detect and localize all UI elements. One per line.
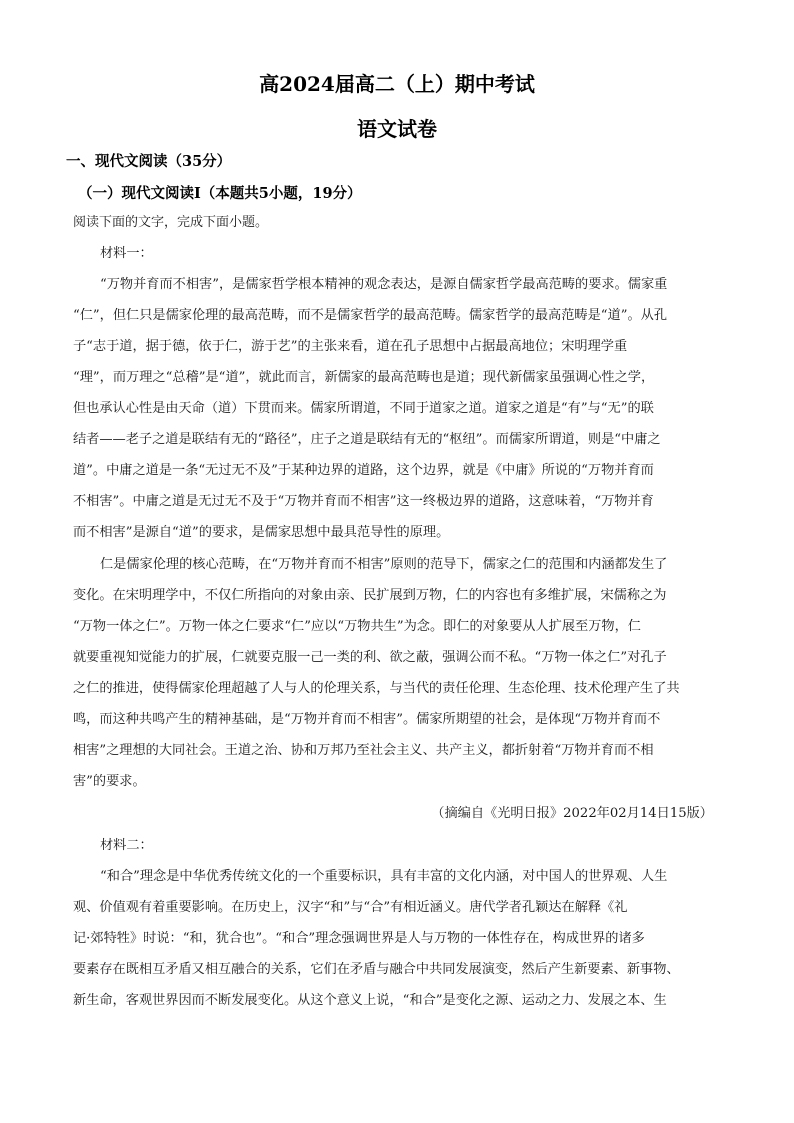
paragraph-line: “仁”，但仁只是儒家伦理的最高范畴，而不是儒家哲学的最高范畴。儒家哲学的最高范畴是“道”。从孔 [73, 308, 668, 323]
section-heading-part1: 一、现代文阅读（35分） [66, 153, 232, 170]
paragraph-line: 不相害”。中庸之道是无过无不及于“万物并育而不相害”这一终极边界的道路，这意味着，“万物并育 [73, 494, 654, 509]
paragraph-line: 观、价值观有着重要影响。在历史上，汉字“和”与“合”有相近涵义。唐代学者孔颖达在解释《礼 [73, 900, 628, 915]
paragraph-line: 鸣，而这种共鸣产生的精神基础，是“万物并育而不相害”。儒家所期望的社会，是体现“万物并育而不 [73, 712, 661, 727]
paragraph-line: 子“志于道，据于德，依于仁，游于艺”的主张来看，道在孔子思想中占据最高地位；宋明理学重 [73, 339, 628, 354]
paragraph-line: 新生命，客观世界因而不断发展变化。从这个意义上说，“和合”是变化之源、运动之力、发展之本、生 [73, 993, 667, 1008]
source-citation: （摘编自《光明日报》2022年02月14日15版） [431, 806, 713, 821]
instruction-text: 阅读下面的文字，完成下面小题。 [73, 215, 269, 230]
paragraph-line: 害”的要求。 [73, 774, 146, 789]
paragraph-line: “和合”理念是中华优秀传统文化的一个重要标识，具有丰富的文化内涵，对中国人的世界观、人生 [100, 869, 668, 884]
material1-label: 材料一： [100, 246, 153, 261]
paragraph-line: 变化。在宋明理学中，不仅仁所指向的对象由亲、民扩展到万物，仁的内容也有多维扩展，宋儒称之为 [73, 588, 667, 603]
paragraph-line: “万物一体之仁”。万物一体之仁要求“仁”应以“万物共生”为念。即仁的对象要从人扩展至万物，仁 [73, 619, 641, 634]
section-heading-part1-1: （一）现代文阅读Ⅰ（本题共5小题，19分） [78, 185, 362, 202]
paragraph-line: 但也承认心性是由天命（道）下贯而来。儒家所谓道，不同于道家之道。道家之道是“有”与“无”的联 [73, 401, 654, 416]
paragraph-line: “万物并育而不相害”，是儒家哲学根本精神的观念表达，是源自儒家哲学最高范畴的要求。儒家重 [100, 277, 668, 292]
paragraph-line: 要素存在既相互矛盾又相互融合的关系，它们在矛盾与融合中共同发展演变，然后产生新要素、新事物、 [73, 962, 680, 977]
paragraph-line: 相害”之理想的大同社会。王道之治、协和万邦乃至社会主义、共产主义，都折射着“万物并育而不相 [73, 743, 654, 758]
paragraph-line: “理”，而万理之“总稽”是“道”，就此而言，新儒家的最高范畴也是道；现代新儒家虽强调心性之学， [73, 370, 655, 385]
paragraph-line: 就要重视知觉能力的扩展，仁就要克服一己一类的利、欲之蔽，强调公而不私。“万物一体之仁”对孔子 [73, 650, 667, 665]
paragraph-line: 而不相害”是源自“道”的要求，是儒家思想中最具范导性的原理。 [73, 525, 450, 540]
exam-title: 高2024届高二（上）期中考试 [259, 72, 535, 96]
paragraph-line: 仁是儒家伦理的核心范畴，在“万物并育而不相害”原则的范导下，儒家之仁的范围和内涵都发生了 [100, 557, 668, 572]
paragraph-line: 结者——老子之道是联结有无的“路径”，庄子之道是联结有无的“枢纽”。而儒家所谓道，则是“中庸之 [73, 432, 661, 447]
material2-label: 材料二： [100, 838, 153, 853]
paragraph-line: 之仁的推进，使得儒家伦理超越了人与人的伦理关系，与当代的责任伦理、生态伦理、技术伦理产生了共 [73, 681, 680, 696]
paragraph-line: 道”。中庸之道是一条“无过无不及”于某种边界的道路，这个边界，就是《中庸》所说的“万物并育而 [73, 463, 654, 478]
exam-subtitle: 语文试卷 [357, 117, 437, 141]
paragraph-line: 记·郊特牲》时说：“和，犹合也”。“和合”理念强调世界是人与万物的一体性存在，构成世界的诸多 [73, 931, 645, 946]
